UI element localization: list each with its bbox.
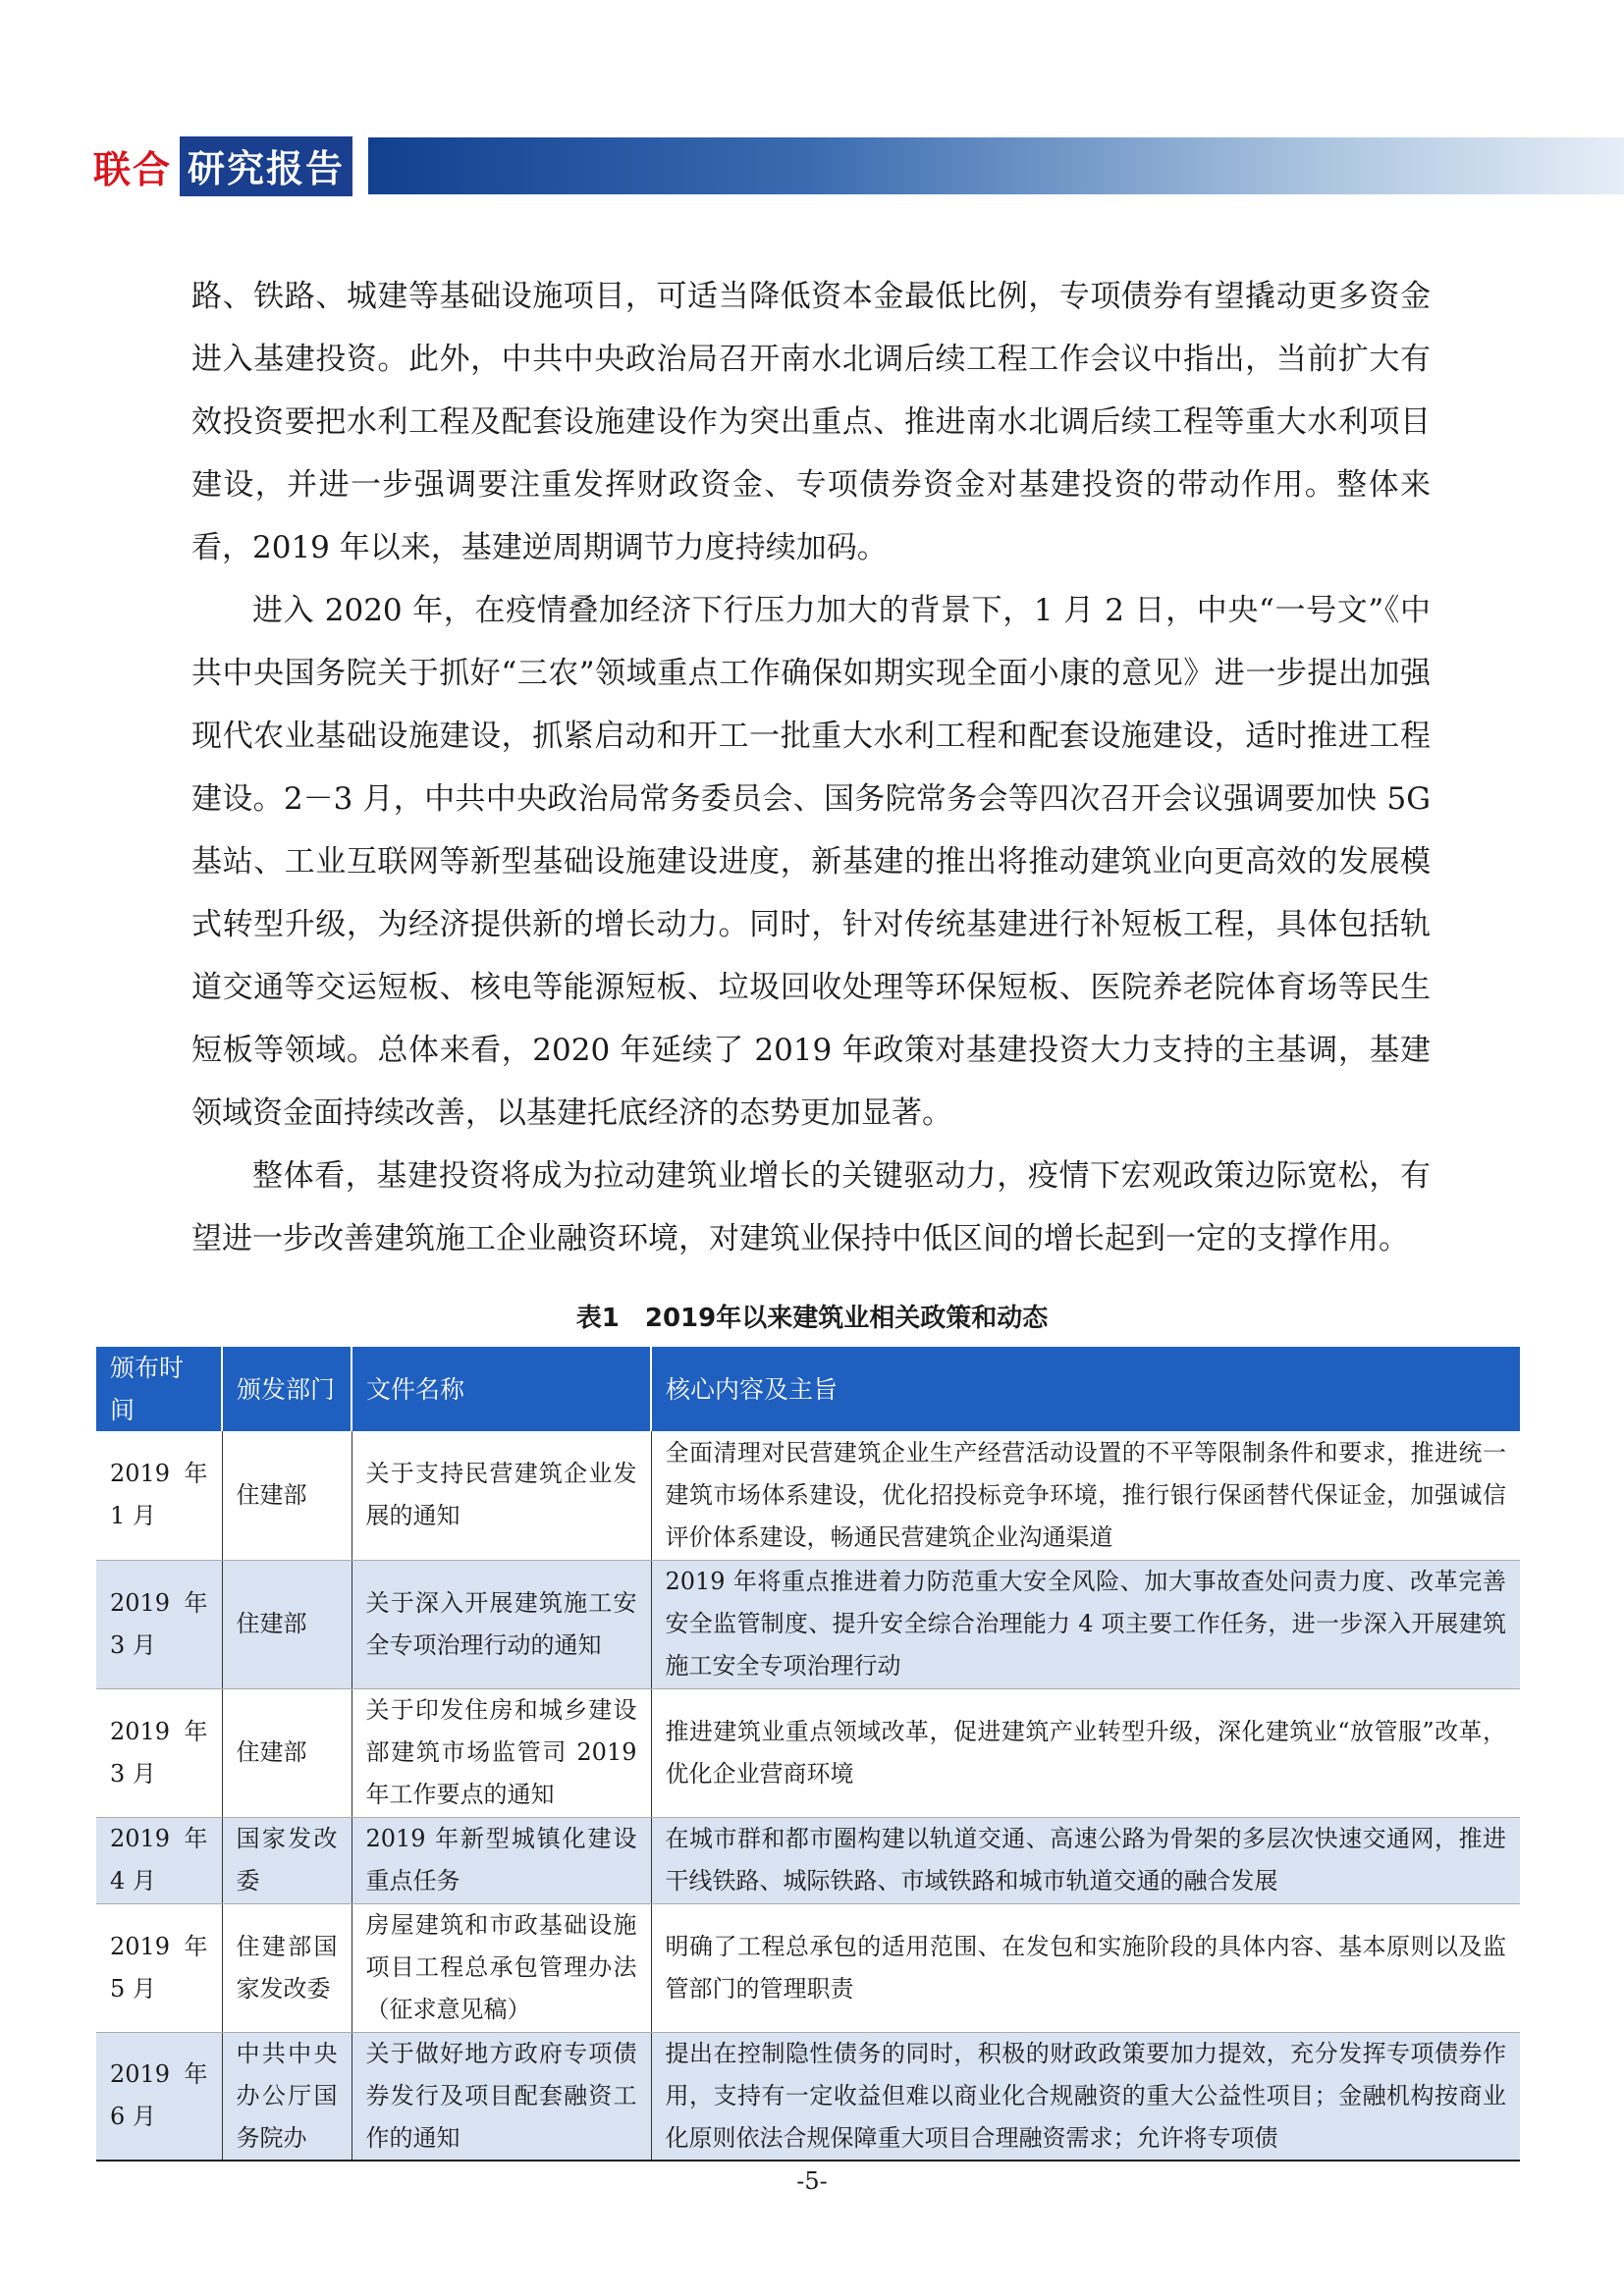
table-title: 表1 2019年以来建筑业相关政策和动态 [575,1304,1049,1333]
table-cell-document: 关于支持民营建筑企业发展的通知 [352,1431,651,1560]
table-cell-document: 关于印发住房和城乡建设部建筑市场监管司 2019 年工作要点的通知 [352,1688,651,1817]
table-row [96,1817,1520,1903]
table-cell-content: 提出在控制隐性债务的同时，积极的财政政策要加力提效，充分发挥专项债券作用，支持有一定收益但难以商业化合规融资的重大公益性项目；金融机构按商业化原则依法合规保障重大项目合理融资需求；允许将专项债 [651,2032,1520,2161]
header-gradient-bar [368,137,1624,194]
page-number: -5- [796,2167,828,2195]
table-cell-date: 2019 年 3 月 [96,1560,222,1688]
table-row [96,2032,1520,2161]
policy-table [96,1347,1520,2162]
table-row [96,1431,1520,1560]
paragraph: 整体看，基建投资将成为拉动建筑业增长的关键驱动力，疫情下宏观政策边际宽松，有望进一步改善建筑施工企业融资环境，对建筑业保持中低区间的增长起到一定的支撑作用。 [191,1158,1431,1256]
table-cell-date: 2019 年 1 月 [96,1431,222,1560]
table-cell-content: 2019 年将重点推进着力防范重大安全风险、加大事故查处问责力度、改革完善安全监管制度、提升安全综合治理能力 4 项主要工作任务，进一步深入开展建筑施工安全专项治理行动 [651,1560,1520,1688]
table-cell-department: 住建部 [222,1560,352,1688]
table-cell-content: 全面清理对民营建筑企业生产经营活动设置的不平等限制条件和要求，推进统一建筑市场体系建设，优化招投标竞争环境，推行银行保函替代保证金，加强诚信评价体系建设，畅通民营建筑企业沟通渠道 [651,1431,1520,1560]
table-cell-document: 关于深入开展建筑施工安全专项治理行动的通知 [352,1560,651,1688]
table-cell-document: 2019 年新型城镇化建设重点任务 [352,1817,651,1903]
table-cell-department: 住建部 [222,1431,352,1560]
brand-red-text: 联合 [93,147,173,191]
table-cell-date: 2019 年 4 月 [96,1817,222,1903]
paragraph: 路、铁路、城建等基础设施项目，可适当降低资本金最低比例，专项债券有望撬动更多资金进入基建投资。此外，中共中央政治局召开南水北调后续工程工作会议中指出，当前扩大有效投资要把水利工程及配套设施建设作为突出重点、推进南水北调后续工程等重大水利项目建设，并进一步强调要注重发挥财政资金、专项债券资金对基建投资的带动作用。整体来看，2019 年以来，基建逆周期调节力度持续加码。 [191,279,1431,565]
paragraph: 进入 2020 年，在疫情叠加经济下行压力加大的背景下，1 月 2 日，中央“一号文”《中共中央国务院关于抓好“三农”领域重点工作确保如期实现全面小康的意见》进一步提出加强现代农业基础设施建设，抓紧启动和开工一批重大水利工程和配套设施建设，适时推进工程建设。2－3 月，中共中央政治局常务委员会、国务院常务会等四次召开会议强调要加快 5G 基站、工业互联网等新型基础设施建设进度，新基建的推出将推动建筑业向更高效的发展模式转型升级，为经济提供新的增长动力。同时，针对传统基建进行补短板工程，具体包括轨道交通等交运短板、核电等能源短板、垃圾回收处理等环保短板、医院养老院体育场等民生短板等领域。总体来看，2020 年延续了 2019 年政策对基建投资大力支持的主基调，基建领域资金面持续改善，以基建托底经济的态势更加显著。 [191,593,1431,1131]
table-cell-department: 住建部国家发改委 [222,1903,352,2032]
column-header: 文件名称 [352,1347,651,1431]
table-cell-date: 2019 年 5 月 [96,1903,222,2032]
table-cell-department: 国家发改委 [222,1817,352,1903]
brand-box-text: 研究报告 [180,136,352,196]
table-cell-content: 明确了工程总承包的适用范围、在发包和实施阶段的具体内容、基本原则以及监管部门的管理职责 [651,1903,1520,2032]
column-header: 颁发部门 [222,1347,352,1431]
table-cell-document: 关于做好地方政府专项债券发行及项目配套融资工作的通知 [352,2032,651,2161]
table-cell-content: 推进建筑业重点领域改革，促进建筑产业转型升级，深化建筑业“放管服”改革，优化企业营商环境 [651,1688,1520,1817]
table-cell-content: 在城市群和都市圈构建以轨道交通、高速公路为骨架的多层次快速交通网，推进干线铁路、城际铁路、市域铁路和城市轨道交通的融合发展 [651,1817,1520,1903]
brand-logo [93,137,352,194]
table-cell-date: 2019 年 6 月 [96,2032,222,2161]
report-header [93,137,1624,194]
column-header: 核心内容及主旨 [651,1347,1520,1431]
table-row [96,1688,1520,1817]
column-header: 颁布时间 [96,1347,222,1431]
table-cell-document: 房屋建筑和市政基础设施项目工程总承包管理办法（征求意见稿） [352,1903,651,2032]
table-row [96,1560,1520,1688]
table-cell-date: 2019 年 3 月 [96,1688,222,1817]
table-cell-department: 住建部 [222,1688,352,1817]
table-cell-department: 中共中央办公厅国务院办 [222,2032,352,2161]
table-row [96,1903,1520,2032]
table-header-row [96,1347,1520,1431]
body-text [191,265,1431,1270]
